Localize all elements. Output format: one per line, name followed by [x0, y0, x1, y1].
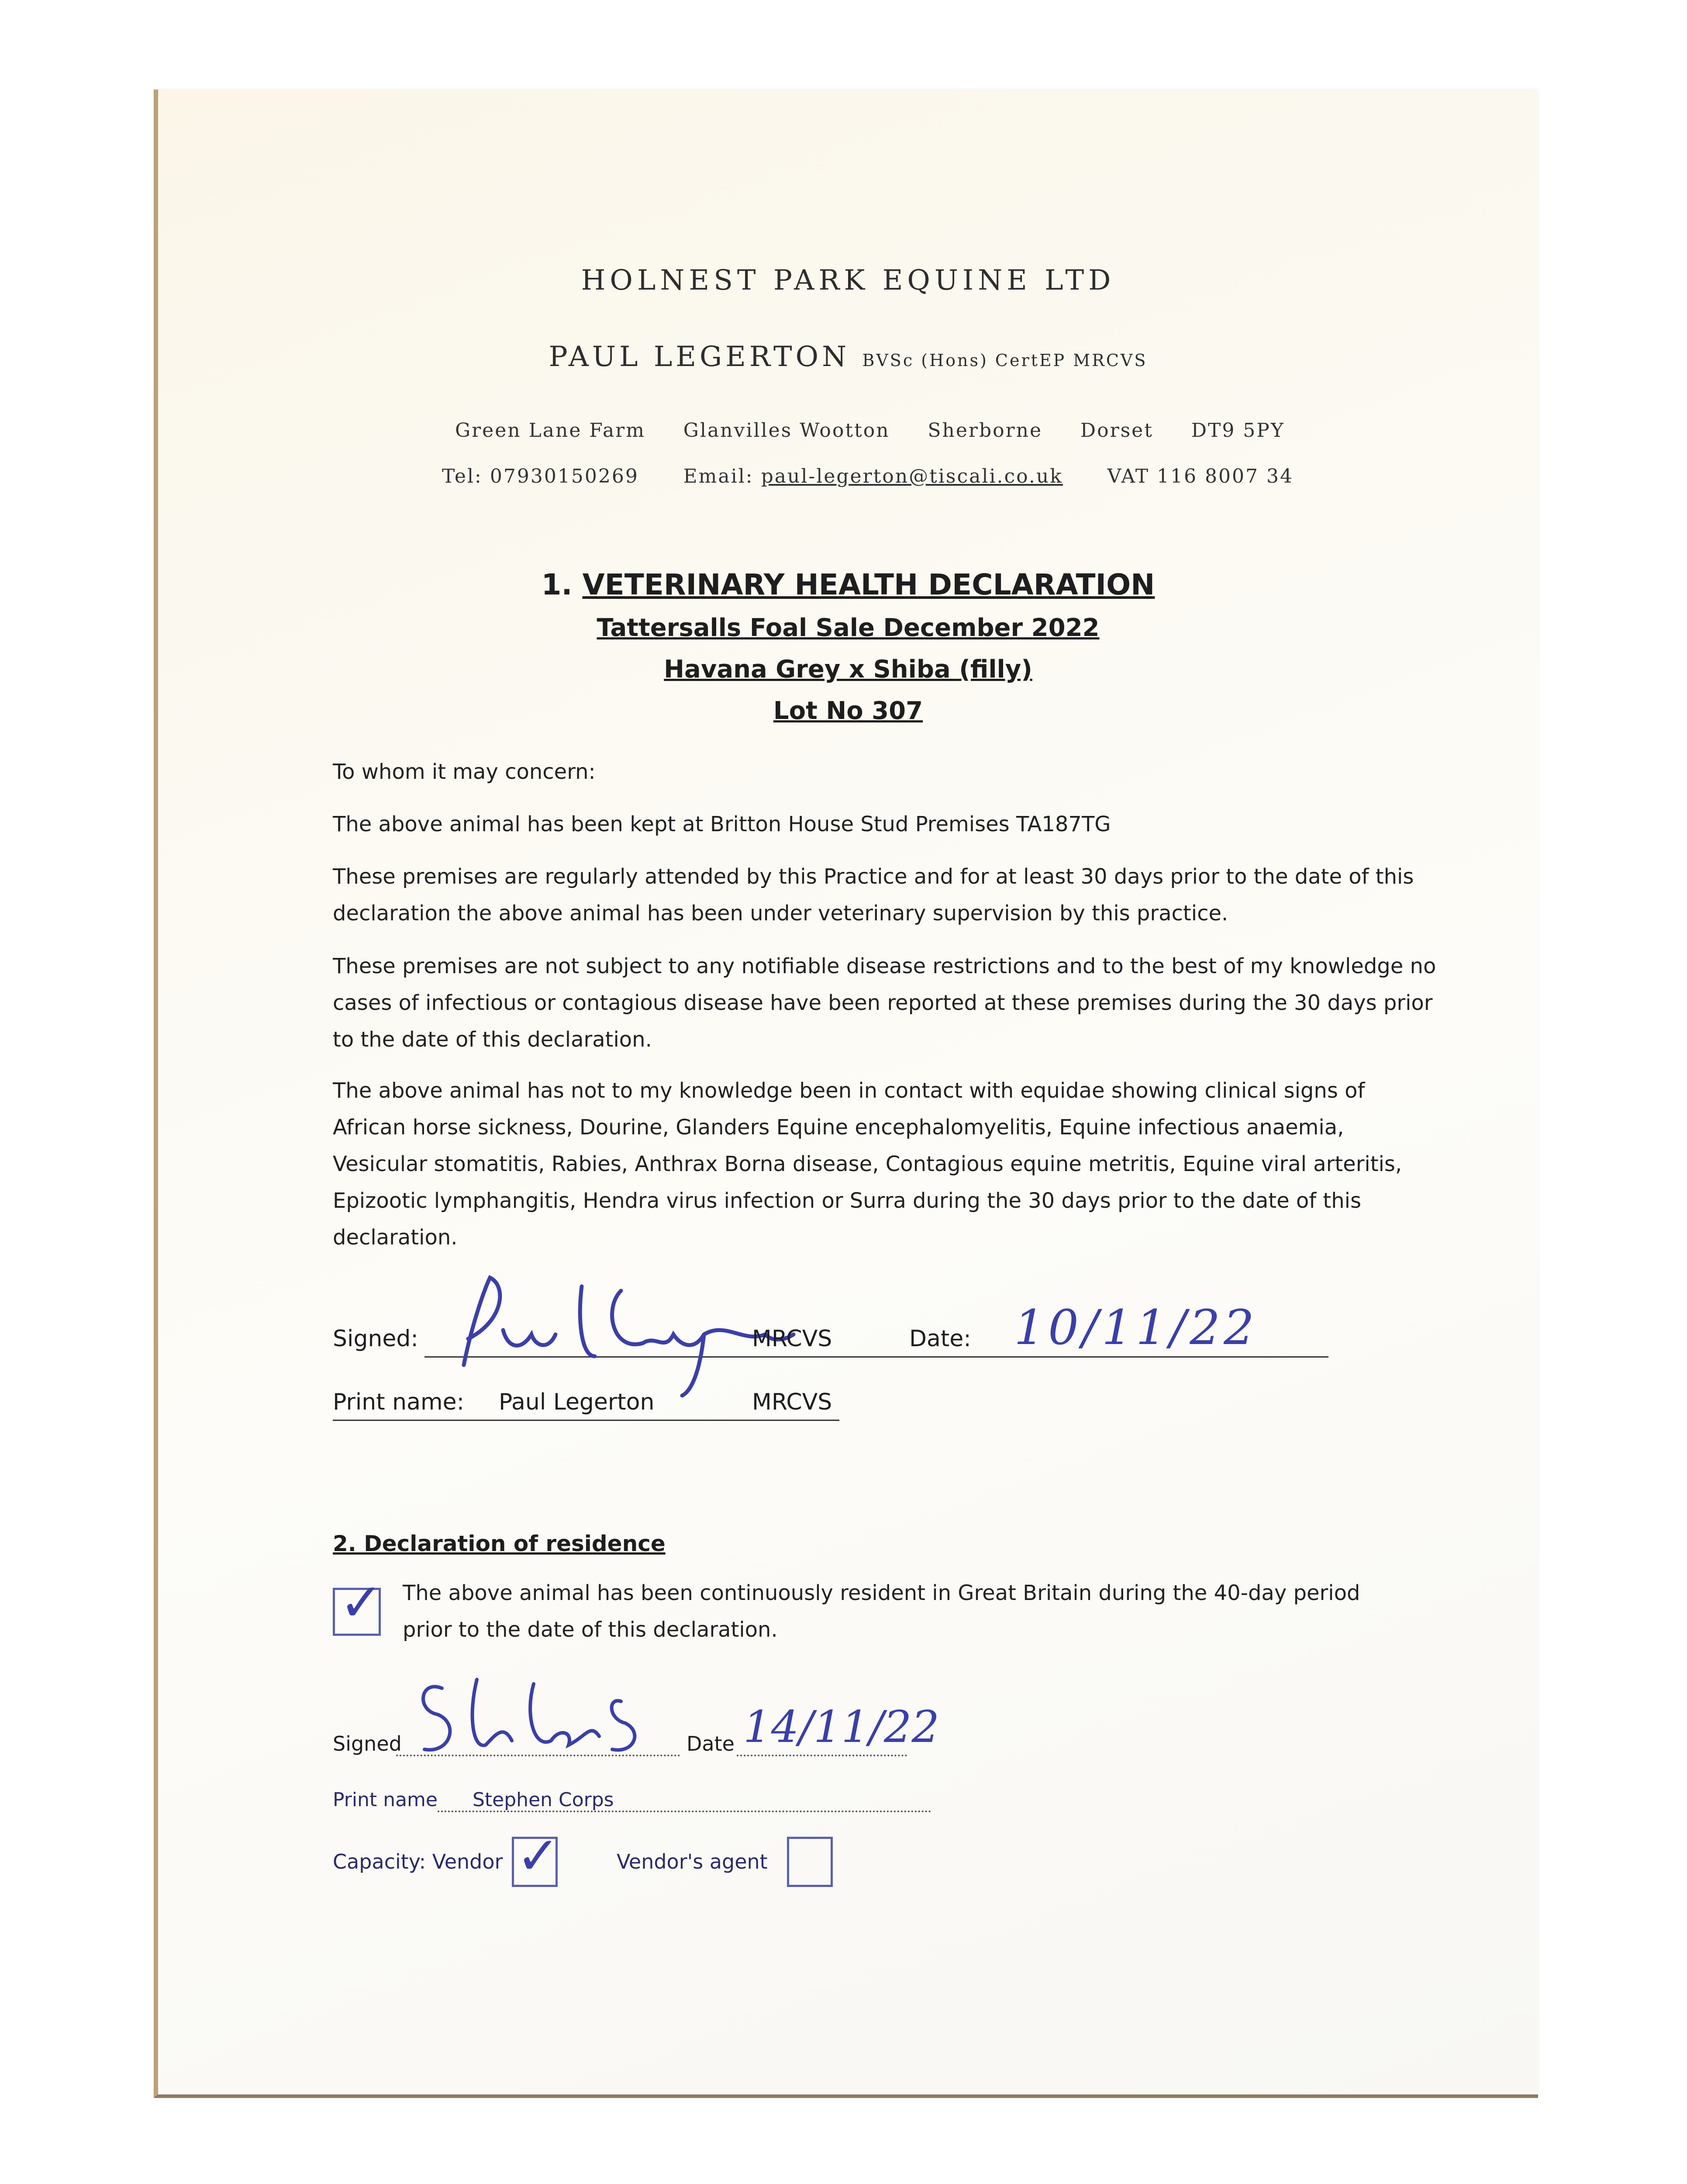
email-link[interactable]: paul-legerton@tiscali.co.uk	[761, 465, 1063, 487]
date-label-1: Date:	[909, 1326, 971, 1352]
date-label-2: Date	[687, 1732, 735, 1755]
vet-name: PAUL LEGERTON	[549, 341, 850, 373]
signature-vendor	[403, 1662, 673, 1769]
signed-label-2: Signed	[333, 1732, 402, 1755]
date-value-1: 10/11/22	[1014, 1299, 1258, 1355]
address-line	[455, 419, 1285, 442]
residence-statement: The above animal has been continuously resident in Great Britain during the 40-day period prior to the date of this declaration.	[403, 1581, 1360, 1642]
tel-number: 07930150269	[490, 465, 639, 487]
declaration-number: 1.	[541, 568, 573, 601]
paragraph-diseases: The above animal has not to my knowledge been in contact with equidae showing clinical signs of African horse sickness, Dourine, Glanders Equine encephalomyelitis, Equine infectious anaemia, Vesicular stomatitis, Rabies, Anthrax Borna disease, Contagious equine metritis, Equine viral arteritis, Epizootic lymphangitis, Hendra virus infection or Surra during the 30 days prior to the date of this declaration.	[333, 1078, 1402, 1250]
address-part: Sherborne	[928, 419, 1043, 442]
signature-vet	[438, 1269, 796, 1402]
vet-name-line	[158, 341, 1538, 373]
paragraph-supervision: These premises are regularly attended by this Practice and for at least 30 days prior to the date of this declaration the above animal has been under veterinary supervision by this practice.	[333, 864, 1414, 926]
capacity-vendor-label: Capacity: Vendor	[333, 1850, 503, 1873]
signed-suffix-1: MRCVS	[752, 1326, 832, 1352]
print-line-1	[333, 1420, 839, 1421]
vat-number: VAT 116 8007 34	[1107, 465, 1294, 487]
residence-heading: 2. Declaration of residence	[333, 1531, 666, 1556]
sale-title: Tattersalls Foal Sale December 2022	[597, 614, 1100, 642]
contact-line	[442, 465, 1294, 487]
date-line-2	[737, 1755, 907, 1756]
print-label-1: Print name:	[333, 1389, 465, 1415]
company-name: HOLNEST PARK EQUINE LTD	[581, 264, 1115, 297]
email-label: Email:	[683, 465, 754, 487]
address-postcode: DT9 5PY	[1191, 419, 1285, 442]
print-value-2: Stephen Corps	[473, 1789, 614, 1811]
email	[683, 465, 1063, 487]
paragraph-premises: The above animal has been kept at Britton House Stud Premises TA187TG	[333, 812, 1111, 836]
declaration-title	[158, 568, 1538, 601]
paragraph-restrictions: These premises are not subject to any notifiable disease restrictions and to the best of my knowledge no cases of infectious or contagious disease have been reported at these premises during the 30 days prior to the date of this declaration.	[333, 954, 1436, 1052]
animal-title: Havana Grey x Shiba (filly)	[664, 655, 1032, 684]
date-value-2: 14/11/22	[743, 1701, 940, 1752]
signed-label-1: Signed:	[333, 1326, 418, 1352]
residence-check-icon: ✓	[339, 1572, 383, 1633]
vendor-agent-label: Vendor's agent	[617, 1850, 768, 1873]
vendor-check-icon: ✓	[516, 1826, 560, 1887]
declaration-title-text: VETERINARY HEALTH DECLARATION	[582, 568, 1155, 601]
vet-qualifications: BVSc (Hons) CertEP MRCVS	[862, 351, 1148, 370]
address-part: Green Lane Farm	[455, 419, 645, 442]
print-value-1: Paul Legerton	[499, 1389, 655, 1415]
vendor-agent-checkbox[interactable]	[787, 1837, 833, 1887]
print-label-2: Print name	[333, 1789, 438, 1811]
address-part: Dorset	[1080, 419, 1153, 442]
tel-label: Tel:	[442, 465, 483, 487]
lot-title: Lot No 307	[773, 697, 923, 725]
salutation: To whom it may concern:	[333, 760, 596, 784]
date-line-1	[988, 1356, 1328, 1358]
document-page	[154, 90, 1538, 2098]
address-part: Glanvilles Wootton	[683, 419, 890, 442]
print-suffix-1: MRCVS	[752, 1389, 832, 1415]
tel	[442, 465, 639, 487]
